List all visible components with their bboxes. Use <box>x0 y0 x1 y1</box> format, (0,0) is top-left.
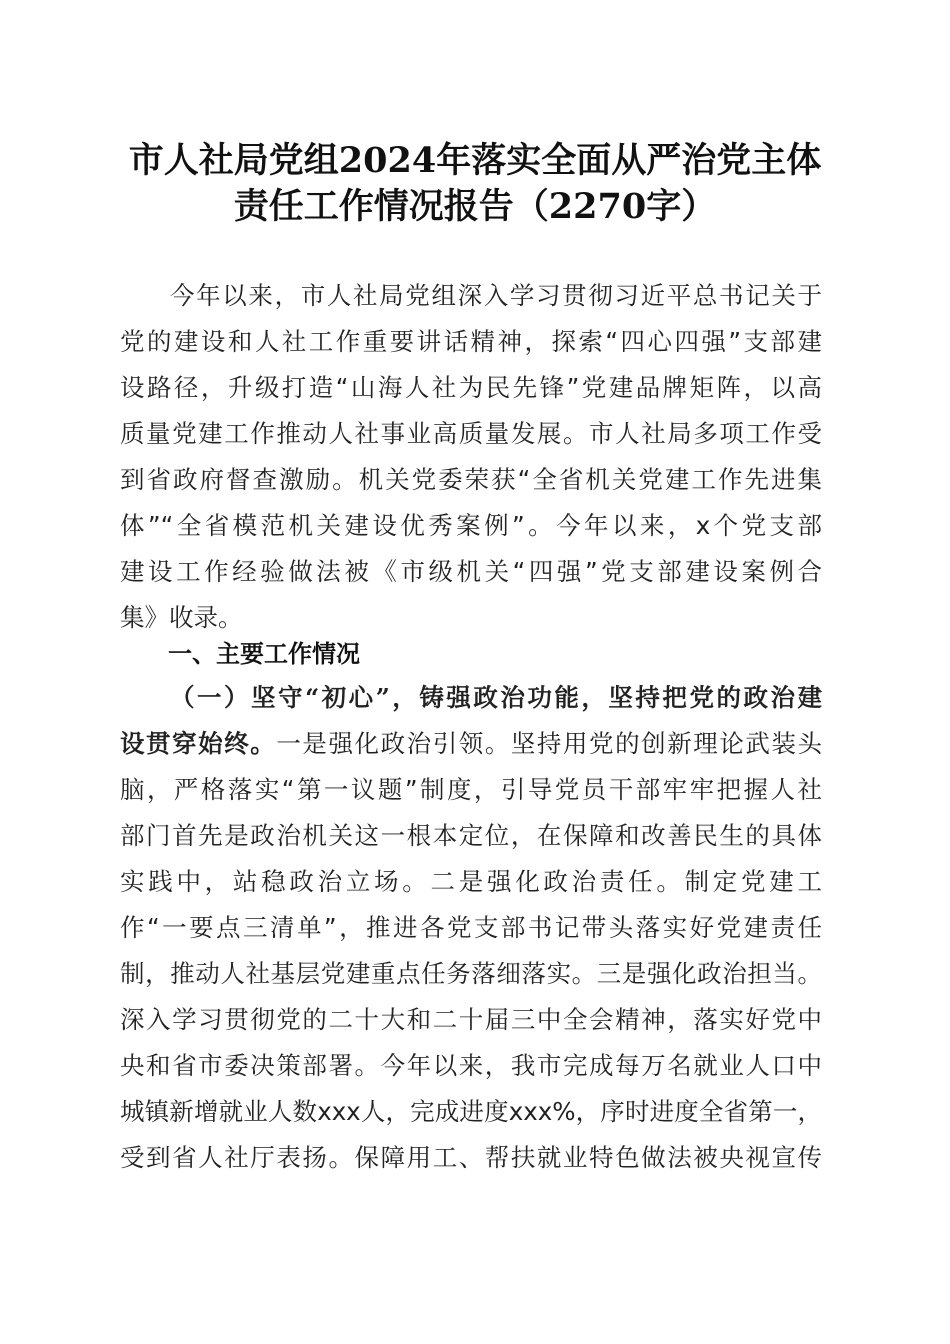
subsection-heading-line: （一）坚守“初心”，铸强政治功能，坚持把党的政治建 <box>170 683 822 712</box>
document-title-line-1: 市人社局党组2024年落实全面从严治党主体 <box>128 140 822 181</box>
subsection-line <box>120 724 822 764</box>
body-line: 制，推动人社基层党建重点任务落细落实。三是强化政治担当。 <box>120 959 822 988</box>
body-line: 央和省市委决策部署。今年以来，我市完成每万名就业人口中 <box>120 1051 822 1080</box>
intro-paragraph-line: 质量党建工作推动人社事业高质量发展。市人社局多项工作受 <box>120 419 822 448</box>
document-title-line-2: 责任工作情况报告（2270字） <box>233 186 717 227</box>
intro-paragraph-line: 建设工作经验做法被《市级机关“四强”党支部建设案例合 <box>120 557 822 586</box>
body-line: 深入学习贯彻党的二十大和二十届三中全会精神，落实好党中 <box>120 1005 822 1034</box>
subsection-text: 一是强化政治引领。坚持用党的创新理论武装头 <box>276 729 823 758</box>
body-line: 实践中，站稳政治立场。二是强化政治责任。制定党建工 <box>120 867 822 896</box>
body-line: 部门首先是政治机关这一根本定位，在保障和改善民生的具体 <box>120 821 822 850</box>
subsection-heading-tail: 设贯穿始终。 <box>120 729 277 758</box>
intro-paragraph-line: 今年以来，市人社局党组深入学习贯彻习近平总书记关于 <box>170 281 822 310</box>
body-line: 城镇新增就业人数xxx人，完成进度xxx%，序时进度全省第一， <box>120 1097 822 1126</box>
body-line: 脑，严格落实“第一议题”制度，引导党员干部牢牢把握人社 <box>120 775 822 804</box>
intro-paragraph-line: 到省政府督查激励。机关党委荣获“全省机关党建工作先进集 <box>120 465 822 494</box>
body-line: 受到省人社厅表扬。保障用工、帮扶就业特色做法被央视宣传 <box>120 1143 822 1172</box>
body-line: 作“一要点三清单”，推进各党支部书记带头落实好党建责任 <box>120 913 822 942</box>
intro-paragraph-line: 设路径，升级打造“山海人社为民先锋”党建品牌矩阵，以高 <box>120 373 822 402</box>
intro-paragraph-line: 体”“全省模范机关建设优秀案例”。今年以来，x个党支部 <box>120 511 822 540</box>
intro-paragraph-line: 集》收录。 <box>120 603 243 632</box>
intro-paragraph-line: 党的建设和人社工作重要讲话精神，探索“四心四强”支部建 <box>120 327 822 356</box>
section-heading: 一、主要工作情况 <box>168 640 360 668</box>
